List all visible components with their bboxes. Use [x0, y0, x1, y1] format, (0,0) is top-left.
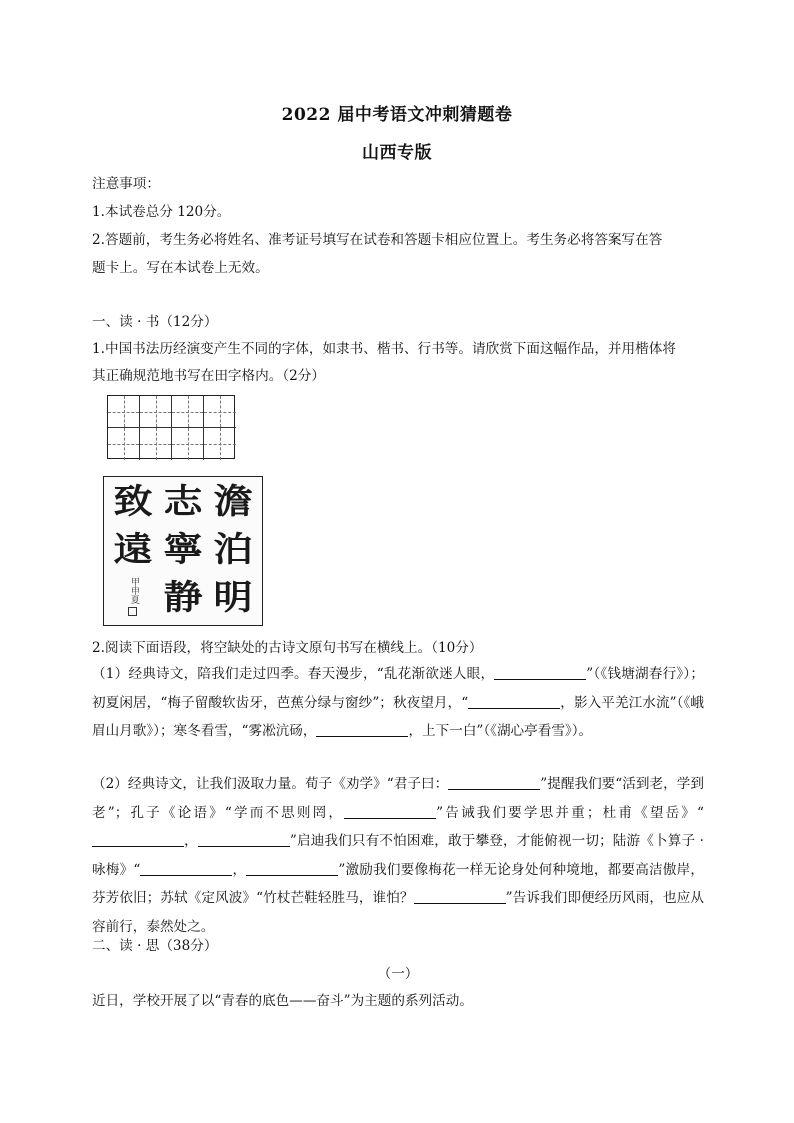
text-segment: ，上下一白”	[408, 723, 484, 740]
exam-subtitle: 山西专版	[362, 143, 432, 163]
section-1-heading: 一、读 · 书（12分）	[92, 314, 218, 330]
text-segment: ”提醒我们要“活到	[540, 776, 650, 792]
text-segment: ”告诫我们要学思并重；杜甫《望	[436, 804, 666, 821]
text-segment: 岳》“	[665, 804, 704, 821]
notes-item-2-line-1: 2.答题前，考生务必将姓名、准考证号填写在试卷和答题卡相应位置上。考生务必将答案写在答	[92, 232, 663, 248]
section-2-part-label: （一）	[377, 966, 419, 982]
calligraphy-inscription: 甲申夏	[128, 577, 139, 604]
notes-item-1: 1.本试卷总分 120分。	[92, 204, 231, 220]
calligraphy-char: 遠	[113, 530, 153, 570]
text-segment: ，	[232, 861, 247, 878]
grid-cell[interactable]	[204, 428, 236, 460]
grid-cell[interactable]	[204, 396, 236, 428]
fill-blank[interactable]	[316, 722, 408, 737]
question-1-line-1: 1.中国书法历经演变产生不同的字体，如隶书、楷书、行书等。请欣赏下面这幅作品，并用楷体将	[92, 341, 676, 357]
question-2-heading: 2.阅读下面语段，将空缺处的古诗文原句书写在横线上。（10分）	[92, 640, 483, 656]
fill-blank[interactable]	[246, 861, 338, 876]
grid-cell[interactable]	[108, 396, 140, 428]
text-segment: ，	[184, 833, 198, 850]
text-segment: 我们即便经历风雨，也应从容前行，泰然处之。	[92, 890, 704, 935]
grid-cell[interactable]	[140, 428, 172, 460]
grid-cell[interactable]	[172, 396, 204, 428]
text-segment: 游《卜算子 · 咏梅》“	[92, 833, 704, 878]
grid-cell[interactable]	[172, 428, 204, 460]
seal-stamp-icon	[128, 607, 137, 616]
grid-cell[interactable]	[108, 428, 140, 460]
text-segment: 春行》）；初夏闲居，“梅子留酸软齿牙，芭蕉分绿与窗纱”；秋夜望月，“	[92, 666, 704, 711]
fill-blank[interactable]	[448, 775, 540, 790]
text-segment: 入平羌江水流”（《峨眉山月歌》）；寒冬看雪，“雾凇沆砀，	[92, 694, 704, 740]
exam-title: 2022 届中考语文冲刺猜题卷	[281, 105, 513, 125]
fill-blank[interactable]	[468, 694, 560, 709]
calligraphy-char: 志	[163, 482, 203, 522]
text-segment: ”激励我们要像梅花一样无论身处何种境	[338, 861, 581, 878]
calligraphy-char: 澹	[213, 482, 253, 522]
calligraphy-char: 泊	[213, 530, 253, 570]
fill-blank[interactable]	[344, 804, 436, 819]
fill-blank[interactable]	[140, 861, 232, 876]
calligraphy-artwork	[103, 476, 263, 626]
question-2-part-1	[92, 660, 704, 746]
text-segment: ”（《钱塘湖	[586, 666, 649, 682]
fill-blank[interactable]	[494, 665, 586, 680]
notes-heading: 注意事项：	[92, 176, 160, 192]
text-segment: （2）经典诗文，让我们汲取力量。荀子《劝学》“君子曰：	[92, 776, 449, 792]
calligraphy-char: 寧	[163, 530, 203, 570]
text-segment: ”告诉	[505, 890, 540, 907]
calligraphy-char: 致	[113, 482, 153, 522]
fill-blank[interactable]	[198, 832, 290, 847]
question-1-line-2: 其正确规范地书写在田字格内。（2分）	[92, 368, 325, 384]
text-segment: ”启迪我们只有不怕困难，敢于攀登，才能俯视一切；陆	[289, 833, 627, 850]
section-2-heading: 二、读 · 思（38分）	[92, 938, 218, 954]
fill-blank[interactable]	[92, 832, 184, 847]
section-2-intro: 近日，学校开展了以“青春的底色——奋斗”为主题的系列活动。	[92, 993, 473, 1009]
writing-grid[interactable]	[107, 395, 235, 459]
question-2-part-2	[92, 770, 704, 942]
notes-item-2-line-2: 题卡上。写在本试卷上无效。	[92, 260, 269, 276]
text-segment: （1）经典诗文，陪我们走过四季。春天漫步，“乱花渐欲迷人眼，	[92, 666, 495, 682]
calligraphy-char: 明	[213, 578, 253, 618]
text-segment: （《湖心亭看雪》）。	[483, 723, 593, 740]
calligraphy-char: 静	[163, 578, 203, 618]
fill-blank[interactable]	[414, 889, 506, 904]
grid-cell[interactable]	[140, 396, 172, 428]
text-segment: 地，都要高洁傲岸，芬芳依旧；苏轼《定风波》“竹杖芒鞋轻胜马，谁怕？	[92, 861, 705, 907]
text-segment: 老，学到老”；孔子《论语》“学而不思则罔，	[92, 776, 704, 821]
text-segment: ，影	[560, 694, 588, 711]
